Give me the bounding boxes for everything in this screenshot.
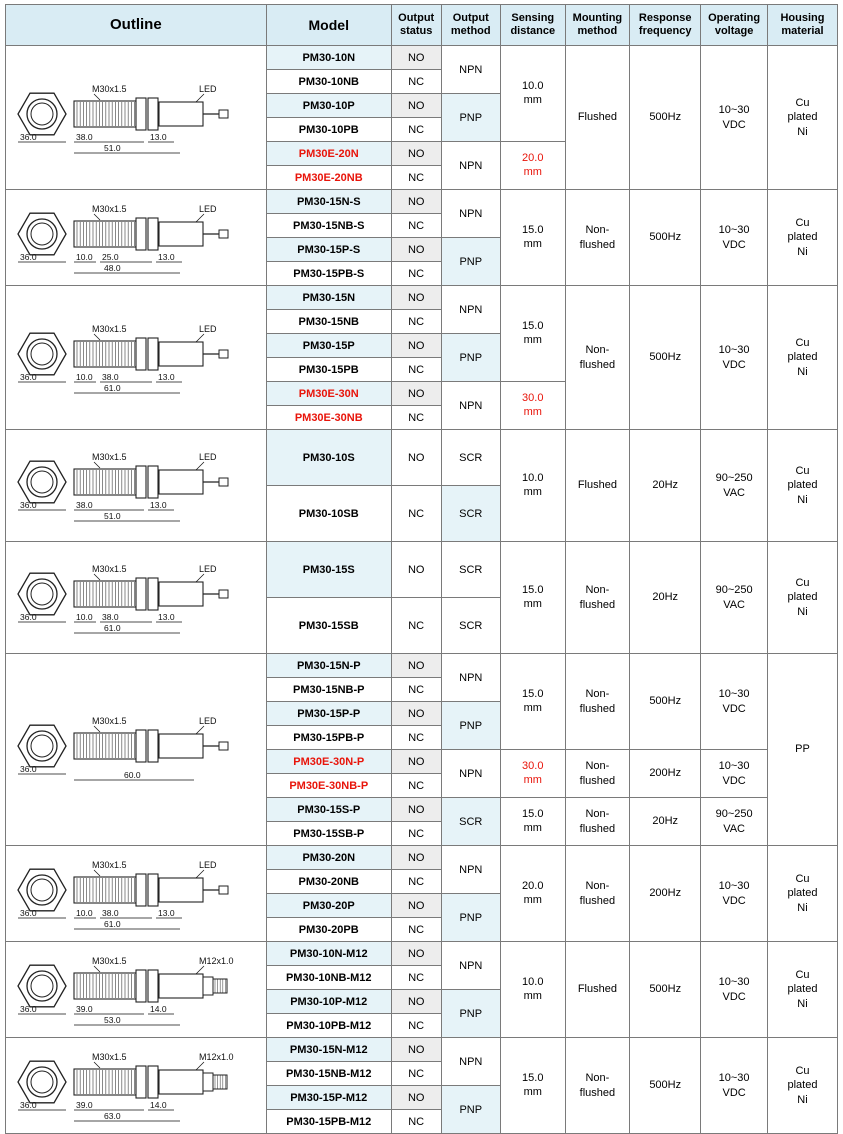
svg-text:51.0: 51.0 <box>104 510 121 521</box>
operating-voltage: 10~30 VDC <box>701 750 768 798</box>
header-housing-material <box>767 5 837 46</box>
svg-text:LED: LED <box>199 859 217 870</box>
outline-drawing <box>6 942 267 1038</box>
operating-voltage: 10~30 VDC <box>701 46 768 190</box>
model-name: PM30-10PB <box>266 118 391 142</box>
svg-text:10.0: 10.0 <box>76 251 93 262</box>
svg-text:39.0: 39.0 <box>76 1099 93 1110</box>
sensing-distance: 20.0 mm <box>500 846 565 942</box>
mounting-method: Non- flushed <box>565 654 630 750</box>
output-status: NC <box>391 358 441 382</box>
operating-voltage: 10~30 VDC <box>701 654 768 750</box>
svg-text:LED: LED <box>199 563 217 574</box>
model-name: PM30-15N-S <box>266 190 391 214</box>
output-status: NO <box>391 382 441 406</box>
model-name: PM30-20N <box>266 846 391 870</box>
svg-text:LED: LED <box>199 323 217 334</box>
header-sensing-distance <box>500 5 565 46</box>
response-frequency: 500Hz <box>630 1038 701 1134</box>
mounting-method: Non- flushed <box>565 542 630 654</box>
model-name: PM30E-20NB <box>266 166 391 190</box>
svg-text:M30x1.5: M30x1.5 <box>92 1051 127 1062</box>
svg-text:M12x1.0: M12x1.0 <box>199 955 234 966</box>
sensing-distance: 10.0 mm <box>500 942 565 1038</box>
svg-text:60.0: 60.0 <box>124 769 141 780</box>
model-name: PM30-15NB-S <box>266 214 391 238</box>
header-mounting-method <box>565 5 630 46</box>
svg-text:36.0: 36.0 <box>20 1099 37 1110</box>
housing-material: Cu plated Ni <box>767 942 837 1038</box>
svg-text:14.0: 14.0 <box>150 1099 167 1110</box>
output-status: NO <box>391 798 441 822</box>
operating-voltage: 10~30 VDC <box>701 286 768 430</box>
table-header <box>6 5 838 46</box>
model-name: PM30-15S-P <box>266 798 391 822</box>
output-status: NO <box>391 942 441 966</box>
housing-material: Cu plated Ni <box>767 1038 837 1134</box>
model-name: PM30E-20N <box>266 142 391 166</box>
svg-text:M30x1.5: M30x1.5 <box>92 859 127 870</box>
model-name: PM30-10P-M12 <box>266 990 391 1014</box>
svg-text:LED: LED <box>199 203 217 214</box>
svg-text:61.0: 61.0 <box>104 382 121 393</box>
output-status: NC <box>391 774 441 798</box>
spec-table-page <box>0 4 843 1128</box>
output-method: PNP <box>441 238 500 286</box>
model-name: PM30-15P-S <box>266 238 391 262</box>
model-name: PM30-10NB <box>266 70 391 94</box>
output-method: PNP <box>441 334 500 382</box>
output-status: NC <box>391 598 441 654</box>
header-output-method <box>441 5 500 46</box>
output-method: NPN <box>441 750 500 798</box>
output-status: NC <box>391 166 441 190</box>
model-name: PM30-20NB <box>266 870 391 894</box>
mounting-method: Non- flushed <box>565 750 630 798</box>
model-name: PM30-15PB-M12 <box>266 1110 391 1134</box>
svg-text:48.0: 48.0 <box>104 262 121 273</box>
table-row <box>6 942 838 966</box>
header-model: Model <box>266 5 391 46</box>
output-status: NC <box>391 310 441 334</box>
output-method: NPN <box>441 942 500 990</box>
mounting-method: Non- flushed <box>565 1038 630 1134</box>
output-status: NC <box>391 70 441 94</box>
svg-text:61.0: 61.0 <box>104 622 121 633</box>
model-name: PM30-15N-P <box>266 654 391 678</box>
header-housing-line2: material <box>781 25 824 37</box>
svg-text:36.0: 36.0 <box>20 371 37 382</box>
model-name: PM30-15S <box>266 542 391 598</box>
svg-text:M30x1.5: M30x1.5 <box>92 83 127 94</box>
model-name: PM30-10SB <box>266 486 391 542</box>
output-status: NO <box>391 1038 441 1062</box>
operating-voltage: 90~250 VAC <box>701 430 768 542</box>
svg-text:36.0: 36.0 <box>20 251 37 262</box>
operating-voltage: 10~30 VDC <box>701 846 768 942</box>
outline-drawing <box>6 654 267 846</box>
model-name: PM30-15SB <box>266 598 391 654</box>
output-status: NO <box>391 990 441 1014</box>
model-name: PM30-10S <box>266 430 391 486</box>
mounting-method: Non- flushed <box>565 798 630 846</box>
output-method: SCR <box>441 542 500 598</box>
sensing-distance: 15.0 mm <box>500 542 565 654</box>
svg-text:13.0: 13.0 <box>150 499 167 510</box>
output-status: NC <box>391 822 441 846</box>
output-status: NC <box>391 1014 441 1038</box>
svg-text:38.0: 38.0 <box>102 907 119 918</box>
model-name: PM30-20P <box>266 894 391 918</box>
output-status: NO <box>391 142 441 166</box>
model-name: PM30E-30NB <box>266 406 391 430</box>
table-row <box>6 190 838 214</box>
outline-drawing <box>6 542 267 654</box>
svg-text:36.0: 36.0 <box>20 763 37 774</box>
svg-text:10.0: 10.0 <box>76 907 93 918</box>
svg-text:36.0: 36.0 <box>20 907 37 918</box>
outline-drawing <box>6 190 267 286</box>
svg-text:13.0: 13.0 <box>158 907 175 918</box>
svg-text:63.0: 63.0 <box>104 1110 121 1121</box>
operating-voltage: 90~250 VAC <box>701 798 768 846</box>
mounting-method: Non- flushed <box>565 190 630 286</box>
output-status: NC <box>391 918 441 942</box>
output-status: NO <box>391 46 441 70</box>
svg-text:13.0: 13.0 <box>158 371 175 382</box>
output-status: NO <box>391 894 441 918</box>
output-status: NO <box>391 430 441 486</box>
model-name: PM30E-30N <box>266 382 391 406</box>
response-frequency: 500Hz <box>630 46 701 190</box>
table-row <box>6 1038 838 1062</box>
product-spec-table <box>5 4 838 1134</box>
sensing-distance: 10.0 mm <box>500 46 565 142</box>
output-method: NPN <box>441 382 500 430</box>
response-frequency: 200Hz <box>630 750 701 798</box>
output-status: NO <box>391 334 441 358</box>
model-name: PM30-15PB <box>266 358 391 382</box>
response-frequency: 200Hz <box>630 846 701 942</box>
svg-text:38.0: 38.0 <box>76 499 93 510</box>
housing-material: PP <box>767 654 837 846</box>
mounting-method: Flushed <box>565 430 630 542</box>
operating-voltage: 10~30 VDC <box>701 190 768 286</box>
output-method: NPN <box>441 286 500 334</box>
output-method: NPN <box>441 142 500 190</box>
sensing-distance: 15.0 mm <box>500 190 565 286</box>
outline-drawing <box>6 46 267 190</box>
outline-drawing <box>6 286 267 430</box>
model-name: PM30-15N-M12 <box>266 1038 391 1062</box>
output-status: NO <box>391 654 441 678</box>
svg-text:14.0: 14.0 <box>150 1003 167 1014</box>
model-name: PM30-10P <box>266 94 391 118</box>
housing-material: Cu plated Ni <box>767 430 837 542</box>
response-frequency: 500Hz <box>630 942 701 1038</box>
svg-text:10.0: 10.0 <box>76 371 93 382</box>
model-name: PM30-10N <box>266 46 391 70</box>
output-method: PNP <box>441 1086 500 1134</box>
output-method: PNP <box>441 894 500 942</box>
output-method: SCR <box>441 798 500 846</box>
response-frequency: 20Hz <box>630 430 701 542</box>
svg-text:53.0: 53.0 <box>104 1014 121 1025</box>
svg-text:M12x1.0: M12x1.0 <box>199 1051 234 1062</box>
header-voltage-line1: Operating <box>708 12 761 25</box>
svg-text:39.0: 39.0 <box>76 1003 93 1014</box>
housing-material: Cu plated Ni <box>767 46 837 190</box>
header-outline: Outline <box>6 5 267 46</box>
output-status: NO <box>391 542 441 598</box>
output-method: SCR <box>441 598 500 654</box>
model-name: PM30E-30N-P <box>266 750 391 774</box>
sensing-distance: 20.0 mm <box>500 142 565 190</box>
svg-text:36.0: 36.0 <box>20 611 37 622</box>
output-status: NC <box>391 486 441 542</box>
operating-voltage: 10~30 VDC <box>701 942 768 1038</box>
svg-text:61.0: 61.0 <box>104 918 121 929</box>
sensing-distance: 15.0 mm <box>500 1038 565 1134</box>
model-name: PM30E-30NB-P <box>266 774 391 798</box>
svg-text:38.0: 38.0 <box>102 611 119 622</box>
response-frequency: 500Hz <box>630 654 701 750</box>
svg-text:36.0: 36.0 <box>20 499 37 510</box>
housing-material: Cu plated Ni <box>767 190 837 286</box>
output-status: NO <box>391 238 441 262</box>
sensing-distance: 15.0 mm <box>500 654 565 750</box>
svg-text:M30x1.5: M30x1.5 <box>92 563 127 574</box>
svg-text:M30x1.5: M30x1.5 <box>92 323 127 334</box>
svg-text:36.0: 36.0 <box>20 1003 37 1014</box>
housing-material: Cu plated Ni <box>767 286 837 430</box>
output-status: NC <box>391 678 441 702</box>
svg-text:51.0: 51.0 <box>104 142 121 153</box>
output-status: NO <box>391 190 441 214</box>
header-operating-voltage <box>701 5 768 46</box>
output-method: PNP <box>441 702 500 750</box>
outline-drawing <box>6 1038 267 1134</box>
model-name: PM30-20PB <box>266 918 391 942</box>
output-status: NC <box>391 966 441 990</box>
sensing-distance: 15.0 mm <box>500 286 565 382</box>
svg-text:M30x1.5: M30x1.5 <box>92 715 127 726</box>
mounting-method: Flushed <box>565 46 630 190</box>
header-output-method-line1: Output <box>452 12 489 25</box>
model-name: PM30-15P-M12 <box>266 1086 391 1110</box>
header-response-line1: Response <box>638 12 692 25</box>
output-status: NO <box>391 94 441 118</box>
header-housing-line1: Housing <box>780 12 825 25</box>
header-output-status-line1: Output <box>398 12 435 25</box>
model-name: PM30-15P <box>266 334 391 358</box>
model-name: PM30-15NB <box>266 310 391 334</box>
outline-drawing <box>6 430 267 542</box>
housing-material: Cu plated Ni <box>767 542 837 654</box>
output-status: NC <box>391 1062 441 1086</box>
svg-text:36.0: 36.0 <box>20 131 37 142</box>
output-status: NO <box>391 1086 441 1110</box>
mounting-method: Non- flushed <box>565 846 630 942</box>
sensing-distance: 15.0 mm <box>500 798 565 846</box>
sensing-distance: 30.0 mm <box>500 382 565 430</box>
model-name: PM30-10N-M12 <box>266 942 391 966</box>
model-name: PM30-15NB-M12 <box>266 1062 391 1086</box>
output-status: NC <box>391 214 441 238</box>
output-method: NPN <box>441 190 500 238</box>
output-status: NO <box>391 702 441 726</box>
header-response-line2: frequency <box>638 25 692 37</box>
model-name: PM30-10NB-M12 <box>266 966 391 990</box>
model-name: PM30-15N <box>266 286 391 310</box>
header-sensing-line1: Sensing <box>511 12 555 25</box>
svg-text:25.0: 25.0 <box>102 251 119 262</box>
output-method: PNP <box>441 990 500 1038</box>
outline-drawing <box>6 846 267 942</box>
response-frequency: 20Hz <box>630 798 701 846</box>
svg-text:10.0: 10.0 <box>76 611 93 622</box>
header-output-method-line2: method <box>450 25 491 37</box>
svg-text:13.0: 13.0 <box>150 131 167 142</box>
header-output-status-line2: status <box>399 25 433 37</box>
header-response-frequency <box>630 5 701 46</box>
output-status: NC <box>391 1110 441 1134</box>
operating-voltage: 90~250 VAC <box>701 542 768 654</box>
sensing-distance: 10.0 mm <box>500 430 565 542</box>
output-method: PNP <box>441 94 500 142</box>
output-status: NC <box>391 870 441 894</box>
model-name: PM30-15PB-P <box>266 726 391 750</box>
output-method: NPN <box>441 654 500 702</box>
svg-text:M30x1.5: M30x1.5 <box>92 203 127 214</box>
output-status: NO <box>391 750 441 774</box>
header-voltage-line2: voltage <box>714 25 754 37</box>
housing-material: Cu plated Ni <box>767 846 837 942</box>
svg-text:LED: LED <box>199 451 217 462</box>
header-sensing-line2: distance <box>510 25 556 37</box>
model-name: PM30-15PB-S <box>266 262 391 286</box>
header-mounting-line2: method <box>577 25 618 37</box>
mounting-method: Flushed <box>565 942 630 1038</box>
svg-text:LED: LED <box>199 715 217 726</box>
model-name: PM30-10PB-M12 <box>266 1014 391 1038</box>
header-output-status <box>391 5 441 46</box>
output-status: NC <box>391 726 441 750</box>
output-status: NC <box>391 262 441 286</box>
table-body <box>6 46 838 1134</box>
output-status: NC <box>391 118 441 142</box>
output-method: NPN <box>441 46 500 94</box>
model-name: PM30-15P-P <box>266 702 391 726</box>
model-name: PM30-15NB-P <box>266 678 391 702</box>
svg-text:13.0: 13.0 <box>158 251 175 262</box>
svg-text:M30x1.5: M30x1.5 <box>92 955 127 966</box>
header-row <box>6 5 838 46</box>
table-row <box>6 430 838 486</box>
svg-text:LED: LED <box>199 83 217 94</box>
output-status: NO <box>391 846 441 870</box>
mounting-method: Non- flushed <box>565 286 630 430</box>
table-row <box>6 286 838 310</box>
table-row <box>6 46 838 70</box>
table-row <box>6 654 838 678</box>
svg-text:38.0: 38.0 <box>102 371 119 382</box>
response-frequency: 500Hz <box>630 286 701 430</box>
svg-text:38.0: 38.0 <box>76 131 93 142</box>
sensing-distance: 30.0 mm <box>500 750 565 798</box>
operating-voltage: 10~30 VDC <box>701 1038 768 1134</box>
header-mounting-line1: Mounting <box>572 12 623 25</box>
output-method: SCR <box>441 430 500 486</box>
svg-text:M30x1.5: M30x1.5 <box>92 451 127 462</box>
table-row <box>6 542 838 598</box>
output-method: SCR <box>441 486 500 542</box>
model-name: PM30-15SB-P <box>266 822 391 846</box>
output-method: NPN <box>441 846 500 894</box>
output-status: NO <box>391 286 441 310</box>
response-frequency: 500Hz <box>630 190 701 286</box>
svg-text:13.0: 13.0 <box>158 611 175 622</box>
output-status: NC <box>391 406 441 430</box>
response-frequency: 20Hz <box>630 542 701 654</box>
output-method: NPN <box>441 1038 500 1086</box>
table-row <box>6 846 838 870</box>
